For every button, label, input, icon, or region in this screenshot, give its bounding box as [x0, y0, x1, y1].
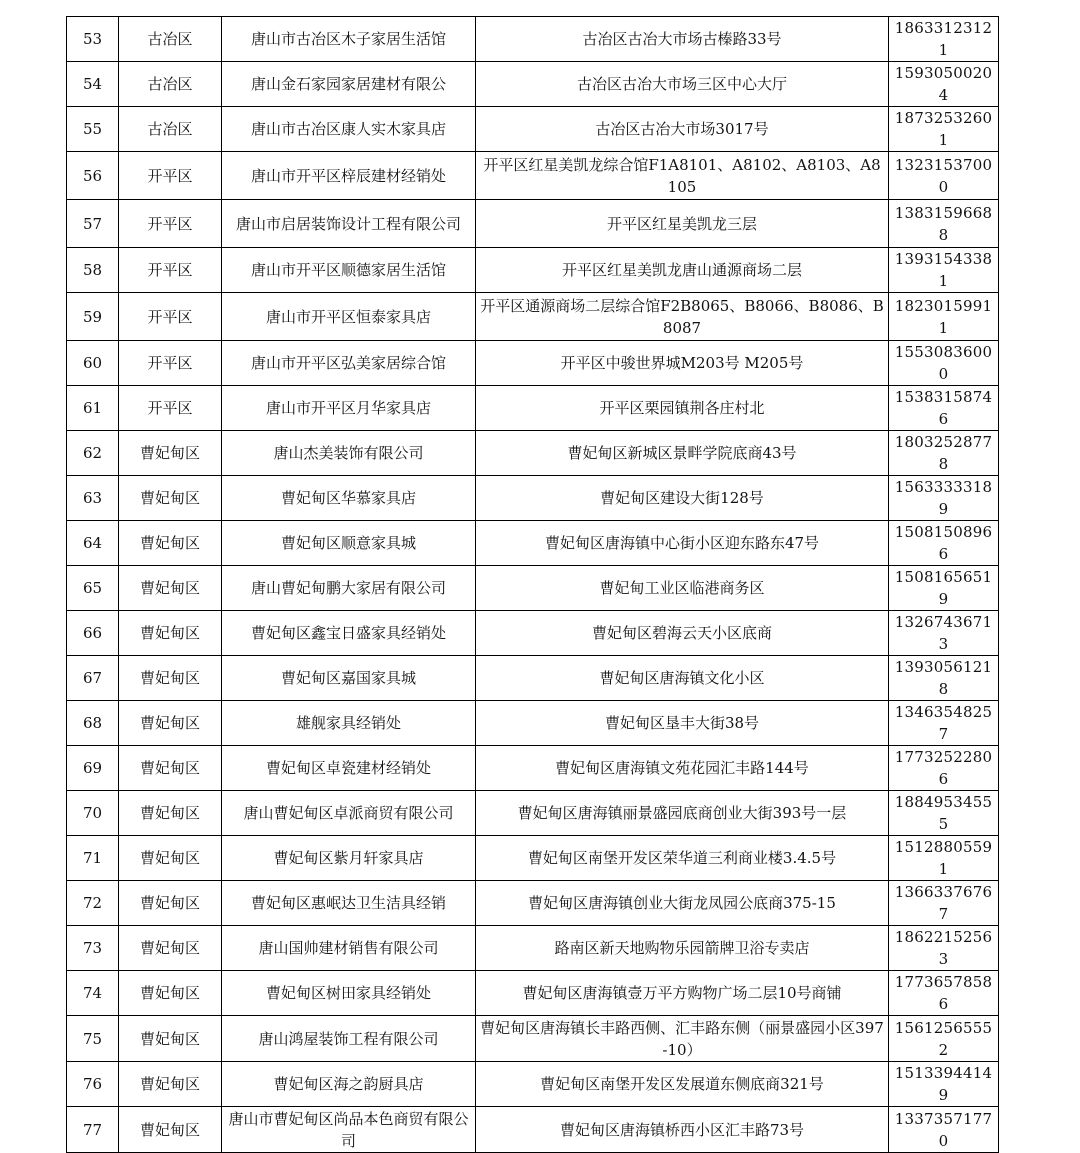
store-name-cell: 曹妃甸区海之韵厨具店 [222, 1062, 476, 1107]
table-row [67, 17, 999, 62]
row-number: 75 [67, 1016, 119, 1062]
district-cell: 曹妃甸区 [119, 656, 222, 701]
table-row [67, 152, 999, 200]
row-number: 56 [67, 152, 119, 200]
phone-cell: 13931543381 [889, 248, 999, 293]
district-cell: 曹妃甸区 [119, 1016, 222, 1062]
address-cell: 曹妃甸区唐海镇桥西小区汇丰路73号 [476, 1107, 889, 1153]
store-name-cell: 唐山市启居装饰设计工程有限公司 [222, 200, 476, 248]
row-number: 57 [67, 200, 119, 248]
row-number: 60 [67, 341, 119, 386]
row-number: 59 [67, 293, 119, 341]
phone-cell: 18622152563 [889, 926, 999, 971]
table-row [67, 107, 999, 152]
address-cell: 曹妃甸区唐海镇文苑花园汇丰路144号 [476, 746, 889, 791]
address-cell: 曹妃甸区唐海镇丽景盛园底商创业大街393号一层 [476, 791, 889, 836]
table-row [67, 611, 999, 656]
row-number: 65 [67, 566, 119, 611]
address-cell: 曹妃甸区新城区景畔学院底商43号 [476, 431, 889, 476]
phone-cell: 13267436713 [889, 611, 999, 656]
phone-cell: 15128805591 [889, 836, 999, 881]
address-cell: 曹妃甸区南堡开发区荣华道三利商业楼3.4.5号 [476, 836, 889, 881]
row-number: 54 [67, 62, 119, 107]
address-cell: 开平区中骏世界城M203号 M205号 [476, 341, 889, 386]
phone-cell: 18633123121 [889, 17, 999, 62]
phone-cell: 13831596688 [889, 200, 999, 248]
phone-cell: 15633333189 [889, 476, 999, 521]
address-cell: 古冶区古冶大市场3017号 [476, 107, 889, 152]
address-cell: 开平区通源商场二层综合馆F2B8065、B8066、B8086、B8087 [476, 293, 889, 341]
store-name-cell: 曹妃甸区鑫宝日盛家具经销处 [222, 611, 476, 656]
address-cell: 曹妃甸区碧海云天小区底商 [476, 611, 889, 656]
row-number: 74 [67, 971, 119, 1016]
table-row [67, 656, 999, 701]
store-name-cell: 唐山市古冶区木子家居生活馆 [222, 17, 476, 62]
address-cell: 曹妃甸区唐海镇壹万平方购物广场二层10号商铺 [476, 971, 889, 1016]
address-cell: 曹妃甸区唐海镇文化小区 [476, 656, 889, 701]
address-cell: 开平区红星美凯龙唐山通源商场二层 [476, 248, 889, 293]
district-cell: 曹妃甸区 [119, 746, 222, 791]
phone-cell: 13463548257 [889, 701, 999, 746]
row-number: 69 [67, 746, 119, 791]
district-cell: 曹妃甸区 [119, 836, 222, 881]
table-row [67, 746, 999, 791]
table-row [67, 1062, 999, 1107]
store-name-cell: 唐山杰美装饰有限公司 [222, 431, 476, 476]
row-number: 64 [67, 521, 119, 566]
table-row [67, 62, 999, 107]
row-number: 73 [67, 926, 119, 971]
table-row [67, 566, 999, 611]
district-cell: 开平区 [119, 293, 222, 341]
district-cell: 开平区 [119, 200, 222, 248]
address-cell: 古冶区古冶大市场三区中心大厅 [476, 62, 889, 107]
district-cell: 开平区 [119, 248, 222, 293]
store-name-cell: 曹妃甸区嘉国家具城 [222, 656, 476, 701]
phone-cell: 15383158746 [889, 386, 999, 431]
table-row [67, 881, 999, 926]
district-cell: 曹妃甸区 [119, 701, 222, 746]
store-name-cell: 唐山国帅建材销售有限公司 [222, 926, 476, 971]
store-name-cell: 唐山曹妃甸区卓派商贸有限公司 [222, 791, 476, 836]
table-row [67, 791, 999, 836]
district-cell: 曹妃甸区 [119, 1107, 222, 1153]
phone-cell: 15612565552 [889, 1016, 999, 1062]
table-row [67, 341, 999, 386]
store-table [66, 16, 999, 1153]
store-name-cell: 曹妃甸区树田家具经销处 [222, 971, 476, 1016]
store-name-cell: 唐山市开平区梓辰建材经销处 [222, 152, 476, 200]
store-name-cell: 唐山市开平区月华家具店 [222, 386, 476, 431]
phone-cell: 13663376767 [889, 881, 999, 926]
address-cell: 曹妃甸区唐海镇创业大街龙凤园公底商375-15 [476, 881, 889, 926]
phone-cell: 15081656519 [889, 566, 999, 611]
row-number: 63 [67, 476, 119, 521]
row-number: 76 [67, 1062, 119, 1107]
district-cell: 曹妃甸区 [119, 926, 222, 971]
address-cell: 开平区红星美凯龙综合馆F1A8101、A8102、A8103、A8105 [476, 152, 889, 200]
table-row [67, 836, 999, 881]
table-row [67, 248, 999, 293]
store-name-cell: 曹妃甸区华慕家具店 [222, 476, 476, 521]
address-cell: 曹妃甸区唐海镇中心街小区迎东路东47号 [476, 521, 889, 566]
district-cell: 古冶区 [119, 17, 222, 62]
district-cell: 曹妃甸区 [119, 971, 222, 1016]
phone-cell: 13373571770 [889, 1107, 999, 1153]
row-number: 62 [67, 431, 119, 476]
store-name-cell: 唐山市开平区恒泰家具店 [222, 293, 476, 341]
row-number: 66 [67, 611, 119, 656]
phone-cell: 17732522806 [889, 746, 999, 791]
table-row [67, 701, 999, 746]
row-number: 72 [67, 881, 119, 926]
store-name-cell: 唐山市曹妃甸区尚品本色商贸有限公司 [222, 1107, 476, 1153]
phone-cell: 13231537000 [889, 152, 999, 200]
table-row [67, 293, 999, 341]
phone-cell: 13930561218 [889, 656, 999, 701]
phone-cell: 17736578586 [889, 971, 999, 1016]
address-cell: 路南区新天地购物乐园箭牌卫浴专卖店 [476, 926, 889, 971]
district-cell: 曹妃甸区 [119, 521, 222, 566]
store-name-cell: 唐山鸿屋装饰工程有限公司 [222, 1016, 476, 1062]
phone-cell: 18849534555 [889, 791, 999, 836]
table-row [67, 1016, 999, 1062]
store-name-cell: 曹妃甸区卓瓷建材经销处 [222, 746, 476, 791]
store-name-cell: 曹妃甸区顺意家具城 [222, 521, 476, 566]
table-row [67, 1107, 999, 1153]
address-cell: 曹妃甸区垦丰大街38号 [476, 701, 889, 746]
phone-cell: 18032528778 [889, 431, 999, 476]
store-name-cell: 唐山市开平区顺德家居生活馆 [222, 248, 476, 293]
store-name-cell: 雄舰家具经销处 [222, 701, 476, 746]
row-number: 67 [67, 656, 119, 701]
row-number: 55 [67, 107, 119, 152]
phone-cell: 18230159911 [889, 293, 999, 341]
district-cell: 曹妃甸区 [119, 566, 222, 611]
phone-cell: 15530836000 [889, 341, 999, 386]
district-cell: 开平区 [119, 386, 222, 431]
district-cell: 曹妃甸区 [119, 791, 222, 836]
store-name-cell: 唐山金石家园家居建材有限公 [222, 62, 476, 107]
row-number: 61 [67, 386, 119, 431]
address-cell: 曹妃甸区建设大街128号 [476, 476, 889, 521]
address-cell: 古冶区古冶大市场古榛路33号 [476, 17, 889, 62]
row-number: 58 [67, 248, 119, 293]
address-cell: 开平区栗园镇荆各庄村北 [476, 386, 889, 431]
table-row [67, 521, 999, 566]
district-cell: 古冶区 [119, 107, 222, 152]
row-number: 53 [67, 17, 119, 62]
table-row [67, 971, 999, 1016]
district-cell: 古冶区 [119, 62, 222, 107]
row-number: 70 [67, 791, 119, 836]
row-number: 71 [67, 836, 119, 881]
table-row [67, 431, 999, 476]
store-name-cell: 曹妃甸区惠岷达卫生洁具经销 [222, 881, 476, 926]
table-row [67, 476, 999, 521]
table-row [67, 386, 999, 431]
table-row [67, 200, 999, 248]
address-cell: 曹妃甸工业区临港商务区 [476, 566, 889, 611]
district-cell: 开平区 [119, 152, 222, 200]
phone-cell: 15081508966 [889, 521, 999, 566]
address-cell: 开平区红星美凯龙三层 [476, 200, 889, 248]
district-cell: 曹妃甸区 [119, 1062, 222, 1107]
row-number: 77 [67, 1107, 119, 1153]
district-cell: 开平区 [119, 341, 222, 386]
district-cell: 曹妃甸区 [119, 431, 222, 476]
store-name-cell: 唐山市开平区弘美家居综合馆 [222, 341, 476, 386]
address-cell: 曹妃甸区南堡开发区发展道东侧底商321号 [476, 1062, 889, 1107]
row-number: 68 [67, 701, 119, 746]
phone-cell: 15930500204 [889, 62, 999, 107]
store-name-cell: 唐山市古冶区康人实木家具店 [222, 107, 476, 152]
store-table-body [67, 17, 999, 1153]
store-name-cell: 唐山曹妃甸鹏大家居有限公司 [222, 566, 476, 611]
district-cell: 曹妃甸区 [119, 881, 222, 926]
table-row [67, 926, 999, 971]
district-cell: 曹妃甸区 [119, 611, 222, 656]
phone-cell: 15133944149 [889, 1062, 999, 1107]
address-cell: 曹妃甸区唐海镇长丰路西侧、汇丰路东侧（丽景盛园小区397-10） [476, 1016, 889, 1062]
phone-cell: 18732532601 [889, 107, 999, 152]
district-cell: 曹妃甸区 [119, 476, 222, 521]
store-name-cell: 曹妃甸区紫月轩家具店 [222, 836, 476, 881]
